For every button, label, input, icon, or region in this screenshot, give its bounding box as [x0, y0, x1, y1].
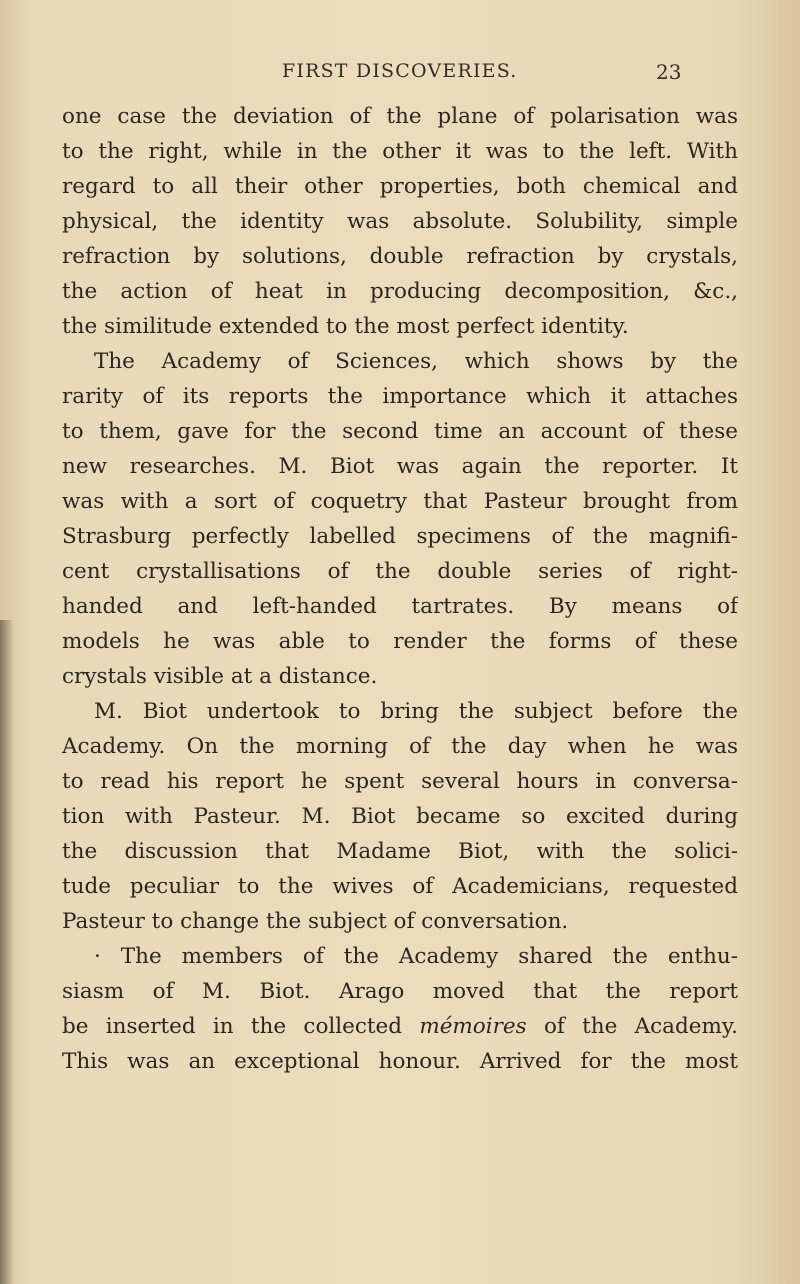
paragraph-start-line: M. Biot undertook to bring the subject before the [94, 699, 738, 724]
body-text [62, 99, 738, 1079]
text-line: one case the deviation of the plane of polarisation was [62, 104, 738, 129]
text-line: the similitude extended to the most perfect identity. [62, 314, 629, 339]
text-line: models he was able to render the forms of these [62, 629, 738, 654]
text-line: refraction by solutions, double refraction by crystals, [62, 244, 738, 269]
text-line: to read his report he spent several hours in conversa- [62, 769, 738, 794]
text-segment: be inserted in the collected [62, 1014, 420, 1039]
text-line [62, 1009, 738, 1044]
text-line: cent crystallisations of the double series of right- [62, 559, 738, 584]
binding-shadow [0, 620, 14, 1284]
text-line: Pasteur to change the subject of conversation. [62, 909, 569, 934]
text-line: was with a sort of coquetry that Pasteur brought from [62, 489, 738, 514]
text-line: regard to all their other properties, both chemical and [62, 174, 738, 199]
text-line: the discussion that Madame Biot, with the solici- [62, 839, 738, 864]
text-line: Academy. On the morning of the day when he was [62, 734, 738, 759]
text-line: to them, gave for the second time an account of these [62, 419, 738, 444]
running-head [0, 60, 800, 88]
text-line: Strasburg perfectly labelled specimens of the magnifi- [62, 524, 738, 549]
text-line: crystals visible at a distance. [62, 664, 378, 689]
text-line: physical, the identity was absolute. Solubility, simple [62, 209, 738, 234]
page-number: 23 [656, 60, 682, 84]
text-line: rarity of its reports the importance which it attaches [62, 384, 738, 409]
text-line: This was an exceptional honour. Arrived for the most [62, 1049, 738, 1074]
text-line: new researches. M. Biot was again the reporter. It [62, 454, 738, 479]
running-head-title: FIRST DISCOVERIES. [282, 60, 518, 82]
paragraph-start-line: The Academy of Sciences, which shows by the [94, 349, 738, 374]
text-line: handed and left-handed tartrates. By means of [62, 594, 738, 619]
paragraph-start-line: · The members of the Academy shared the enthu- [94, 944, 738, 969]
text-line: tude peculiar to the wives of Academicians, requested [62, 874, 738, 899]
text-line: the action of heat in producing decomposition, &c., [62, 279, 738, 304]
text-line: to the right, while in the other it was to the left. With [62, 139, 738, 164]
italic-term: mémoires [419, 1014, 527, 1039]
text-line: tion with Pasteur. M. Biot became so excited during [62, 804, 738, 829]
text-line: siasm of M. Biot. Arago moved that the report [62, 979, 738, 1004]
text-segment: of the Academy. [526, 1014, 738, 1039]
